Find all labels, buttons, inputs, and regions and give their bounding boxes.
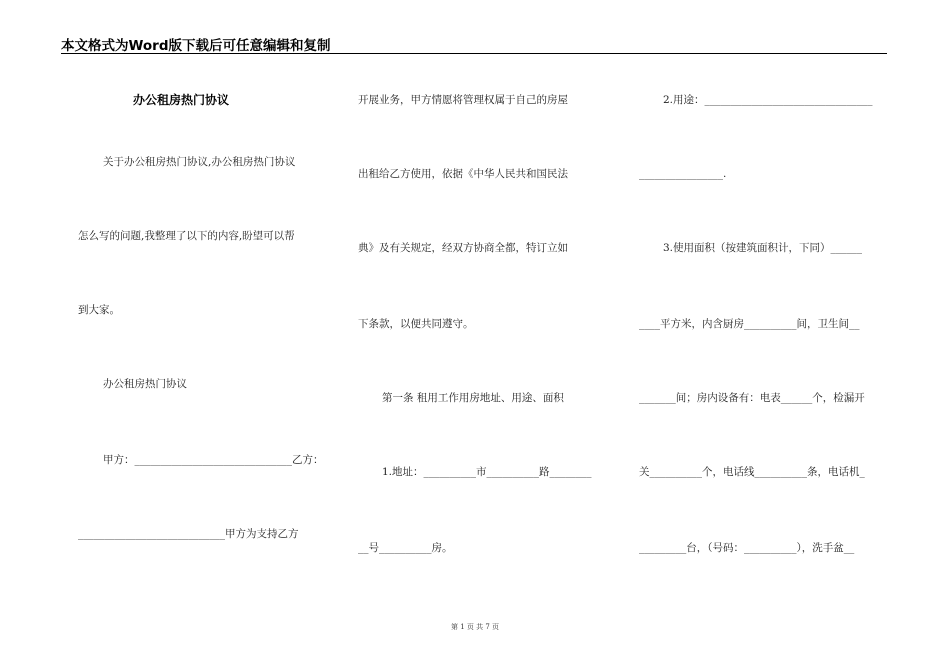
paragraph-line: ____平方米，内含厨房__________间，卫生间__ <box>639 318 860 330</box>
paragraph-line: 关__________个，电话线__________条，电话机_ <box>639 466 865 478</box>
paragraph-line: 甲方：______________________________乙方： <box>103 454 324 466</box>
paragraph-line: _________台，（号码：__________），洗手盆__ <box>639 542 855 554</box>
paragraph-line: 2.用途：________________________________ <box>663 94 873 106</box>
document-title: 办公租房热门协议 <box>133 93 230 107</box>
paragraph-line: 1.地址：__________市__________路________ <box>382 466 592 478</box>
paragraph-line: ____________________________甲方为支持乙方 <box>78 528 299 540</box>
paragraph-line: 下条款，以便共同遵守。 <box>358 318 474 330</box>
column-3 <box>620 0 900 672</box>
paragraph-line: __号__________房。 <box>358 542 453 554</box>
paragraph-line: 开展业务，甲方情愿将管理权属于自己的房屋 <box>358 94 568 106</box>
paragraph-line: 第一条 租用工作用房地址、用途、面积 <box>382 392 564 404</box>
paragraph-line: _______间；房内设备有：电表______个，检漏开 <box>639 392 865 404</box>
page-number: 第 1 页 共 7 页 <box>450 623 500 631</box>
paragraph-line: 关于办公租房热门协议,办公租房热门协议 <box>103 156 296 168</box>
column-2 <box>340 0 620 672</box>
header-text: 本文格式为Word版下载后可任意编辑和复制 <box>61 38 331 54</box>
paragraph-line: 出租给乙方使用，依据《中华人民共和国民法 <box>358 168 568 180</box>
paragraph-line: 怎么写的问题,我整理了以下的内容,盼望可以帮 <box>78 230 295 242</box>
paragraph-line: 3.使用面积（按建筑面积计，下同）______ <box>663 242 863 254</box>
paragraph-line: ________________. <box>639 168 727 180</box>
paragraph-line: 典》及有关规定，经双方协商全都，特订立如 <box>358 242 568 254</box>
column-1 <box>0 0 340 672</box>
paragraph-line: 办公租房热门协议 <box>103 378 187 390</box>
paragraph-line: 到大家。 <box>78 304 120 316</box>
